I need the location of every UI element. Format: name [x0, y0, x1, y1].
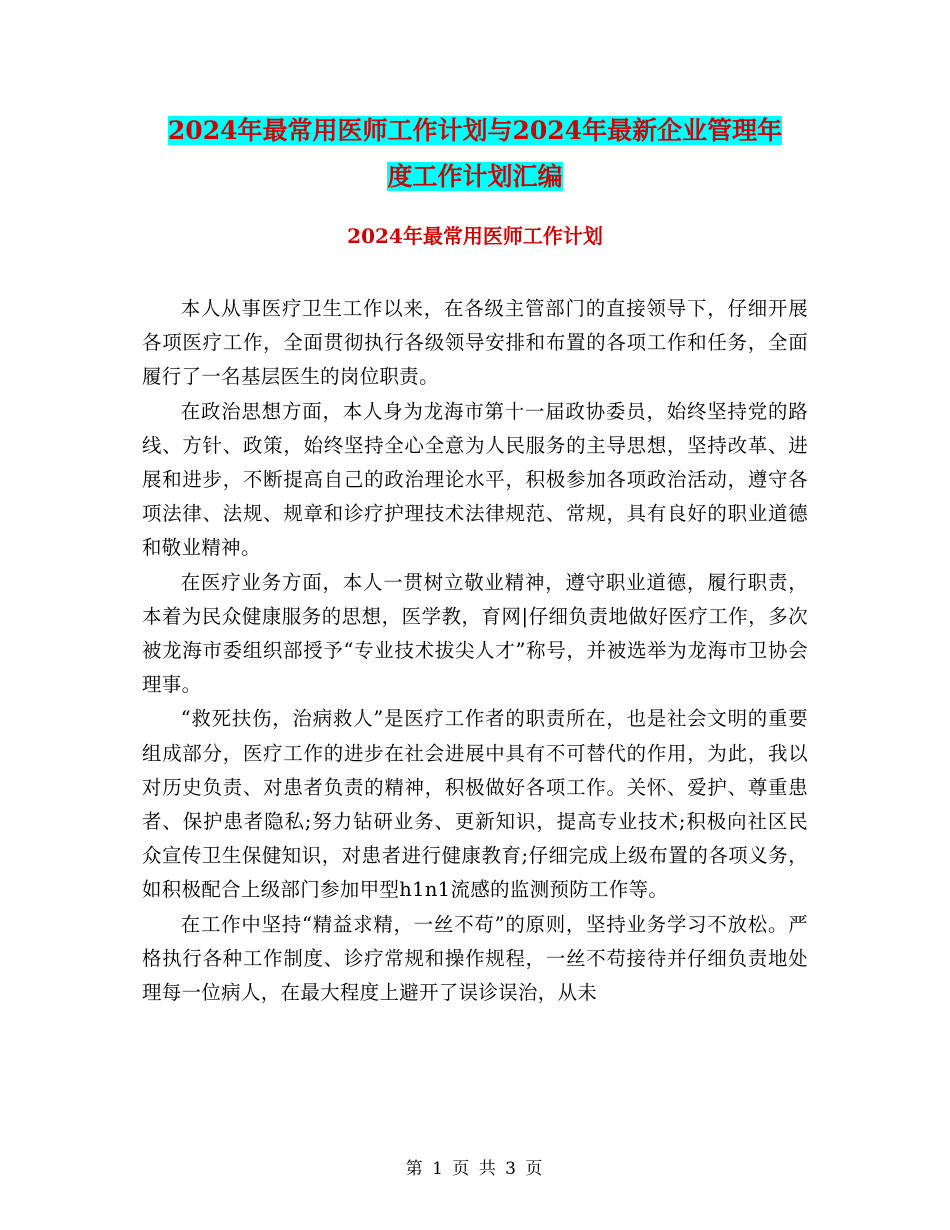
body-paragraph-4: “救死扶伤，治病救人”是医疗工作者的职责所在，也是社会文明的重要组成部分，医疗工作的进步在社会进展中具有不可替代的作用，为此，我以对历史负责、对患者负责的精神，积极做好各项工作。关怀、爱护、尊重患者、保护患者隐私;努力钻研业务、更新知识，提高专业技术;积极向社区民众宣传卫生保健知识，对患者进行健康教育;仔细完成上级布置的各项义务，如积极配合上级部门参加甲型h1n1流感的监测预防工作等。 [142, 707, 808, 902]
body-paragraph-2: 在政治思想方面，本人身为龙海市第十一届政协委员，始终坚持党的路线、方针、政策，始终坚持全心全意为人民服务的主导思想，坚持改革、进展和进步，不断提高自己的政治理论水平，积极参加各项政治活动，遵守各项法律、法规、规章和诊疗护理技术法律规范、常规，具有良好的职业道德和敬业精神。 [142, 399, 808, 560]
section-title: 2024年最常用医师工作计划 [347, 224, 603, 248]
page-footer: 第 1 页 共 3 页 [405, 1159, 545, 1179]
document-body [142, 292, 808, 1010]
document-title-line-1: 2024年最常用医师工作计划与2024年最新企业管理年 [167, 116, 783, 145]
body-paragraph-3: 在医疗业务方面，本人一贯树立敬业精神，遵守职业道德，履行职责，本着为民众健康服务的思想，医学教，育网|仔细负责地做好医疗工作，多次被龙海市委组织部授予“专业技术拔尖人才”称号，并被选举为龙海市卫协会理事。 [142, 570, 808, 697]
body-paragraph-1: 本人从事医疗卫生工作以来，在各级主管部门的直接领导下，仔细开展各项医疗工作，全面贯彻执行各级领导安排和布置的各项工作和任务，全面履行了一名基层医生的岗位职责。 [142, 297, 808, 389]
document-title [140, 108, 810, 200]
document-title-line-2: 度工作计划汇编 [387, 162, 563, 191]
body-paragraph-5: 在工作中坚持“精益求精，一丝不苟”的原则，坚持业务学习不放松。严格执行各种工作制度、诊疗常规和操作规程，一丝不苟接待并仔细负责地处理每一位病人，在最大程度上避开了误诊误治，从未 [142, 912, 808, 1005]
